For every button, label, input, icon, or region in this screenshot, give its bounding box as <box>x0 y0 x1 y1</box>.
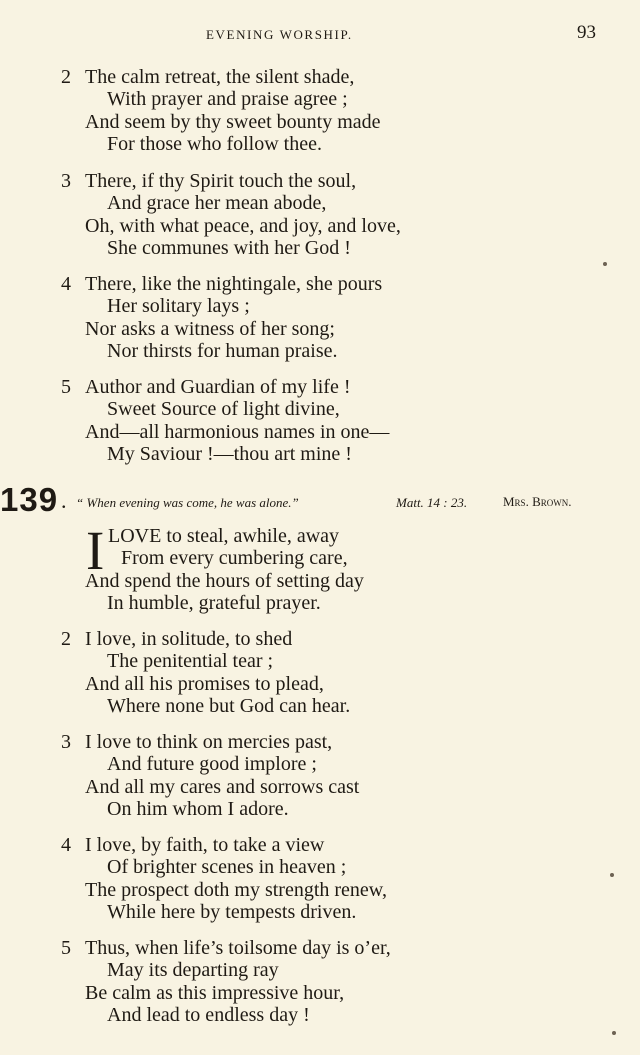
stanza-line: And all my cares and sorrows cast <box>85 776 360 798</box>
stanza-line: With prayer and praise agree ; <box>107 88 348 110</box>
stanza-number: 3 <box>61 170 71 192</box>
stanza-line: On him whom I adore. <box>107 798 289 820</box>
stanza-line: My Saviour !—thou art mine ! <box>107 443 352 465</box>
hymn-heading <box>0 482 640 518</box>
stanza-line: And spend the hours of setting day <box>85 570 364 592</box>
stanza-line: And all his promises to plead, <box>85 673 324 695</box>
stanza-line: Where none but God can hear. <box>107 695 351 717</box>
stanza-number: 5 <box>61 376 71 398</box>
stanza-line: Her solitary lays ; <box>107 295 250 317</box>
stanza-line: The penitential tear ; <box>107 650 274 672</box>
stanza-line: And—all harmonious names in one— <box>85 421 390 443</box>
stanza-line: While here by tempests driven. <box>107 901 357 923</box>
stanza-line: The prospect doth my strength renew, <box>85 879 387 901</box>
stanza-line: May its departing ray <box>107 959 279 981</box>
hymn-epigraph: “ When evening was come, he was alone.” <box>76 495 299 510</box>
stanza-line: From every cumbering care, <box>121 547 348 569</box>
stanza-line: There, like the nightingale, she pours <box>85 273 383 295</box>
scripture-reference: Matt. 14 : 23. <box>396 495 468 510</box>
margin-speck <box>610 873 614 877</box>
stanza-line: Be calm as this impressive hour, <box>85 982 345 1004</box>
stanza-line: And lead to endless day ! <box>107 1004 310 1026</box>
stanza-line: There, if thy Spirit touch the soul, <box>85 170 357 192</box>
stanza-line: I love to think on mercies past, <box>85 731 333 753</box>
stanza-line: For those who follow thee. <box>107 133 322 155</box>
stanza-line: Nor asks a witness of her song; <box>85 318 335 340</box>
stanza-line: And grace her mean abode, <box>107 192 327 214</box>
stanza-number: 2 <box>61 66 71 88</box>
stanza-number: 5 <box>61 937 71 959</box>
stanza-line: I love, in solitude, to shed <box>85 628 293 650</box>
stanza-line: Thus, when life’s toilsome day is o’er, <box>85 937 391 959</box>
page-number: 93 <box>577 22 596 43</box>
running-title: EVENING WORSHIP. <box>206 27 353 42</box>
margin-speck <box>603 262 607 266</box>
stanza-number: 3 <box>61 731 71 753</box>
hymn-number: 139 <box>0 481 59 518</box>
margin-speck <box>612 1031 616 1035</box>
stanza-line: And future good implore ; <box>107 753 317 775</box>
stanza-line: In humble, grateful prayer. <box>107 592 321 614</box>
hymn-number-dot: . <box>61 488 67 513</box>
stanza-line: Sweet Source of light divine, <box>107 398 340 420</box>
stanza-number: 4 <box>61 834 71 856</box>
stanza-line: Nor thirsts for human praise. <box>107 340 338 362</box>
stanza-line: I love, by faith, to take a view <box>85 834 325 856</box>
stanza-line: Oh, with what peace, and joy, and love, <box>85 215 401 237</box>
stanza-line: Author and Guardian of my life ! <box>85 376 351 398</box>
running-head <box>0 24 640 48</box>
stanza-line: She communes with her God ! <box>107 237 351 259</box>
stanza-line: LOVE to steal, awhile, away <box>108 525 340 547</box>
hymn-author: Mrs. Brown. <box>503 494 572 509</box>
drop-cap: I <box>86 520 105 581</box>
stanza-line: The calm retreat, the silent shade, <box>85 66 355 88</box>
stanza-number: 4 <box>61 273 71 295</box>
stanza-line: Of brighter scenes in heaven ; <box>107 856 347 878</box>
stanza-number: 2 <box>61 628 71 650</box>
stanza-line: And seem by thy sweet bounty made <box>85 111 381 133</box>
